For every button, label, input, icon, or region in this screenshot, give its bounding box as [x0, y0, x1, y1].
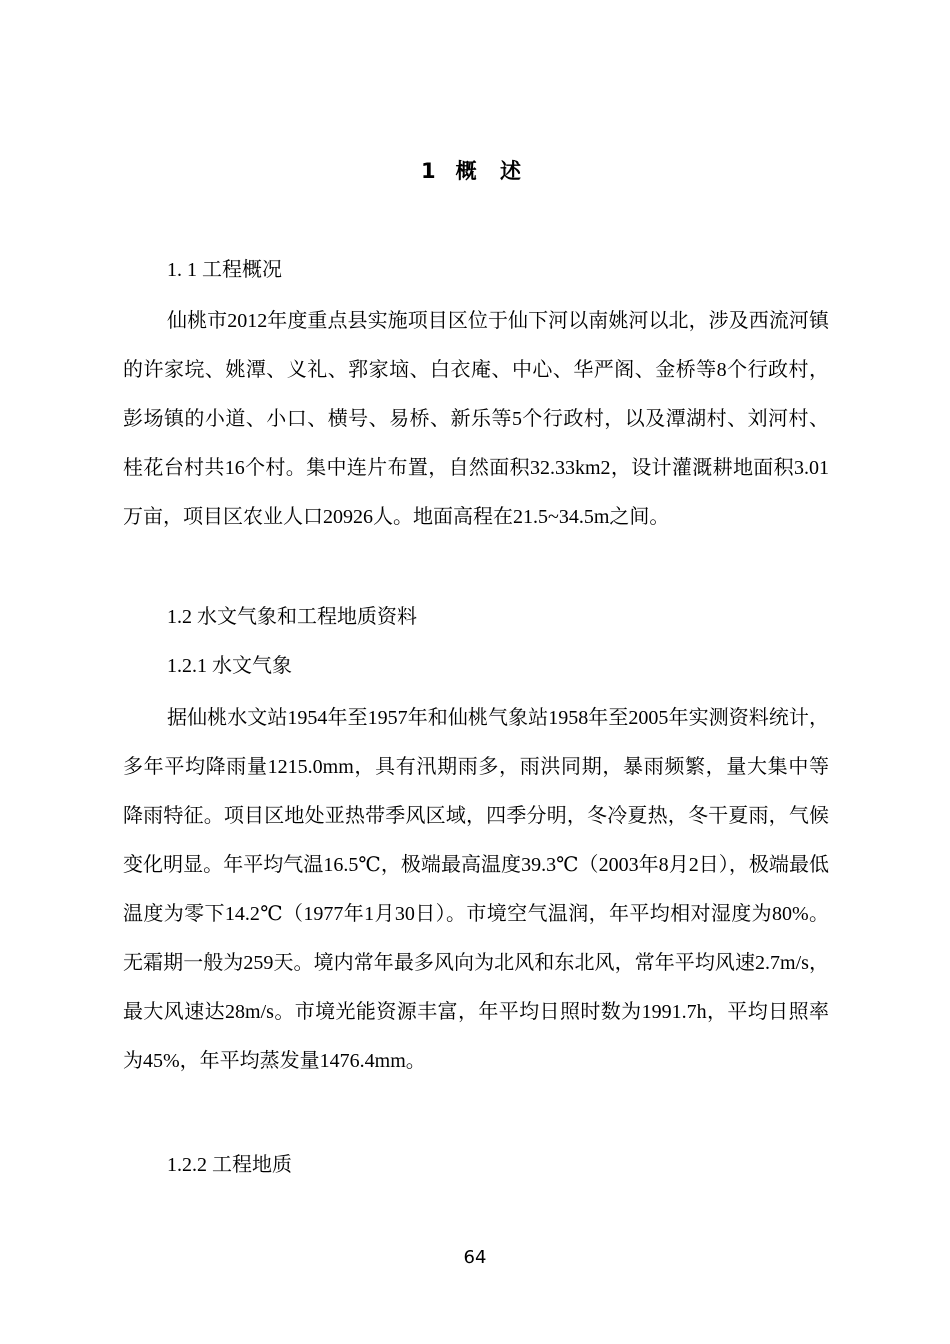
chapter-title: [0, 155, 950, 185]
section-heading-1-2: 1.2 水文气象和工程地质资料: [167, 606, 417, 628]
chapter-name: 概 述: [455, 159, 529, 183]
page-number: 64: [463, 1247, 487, 1268]
paragraph-project-overview: 仙桃市2012年度重点县实施项目区位于仙下河以南姚河以北，涉及西流河镇的许家垸、姚潭、义礼、郛家垴、白衣庵、中心、华严阁、金桥等8个行政村，彭场镇的小道、小口、横号、易桥、新乐等5个行政村，以及潭湖村、刘河村、桂花台村共16个村。集中连片布置，自然面积32.33km2，设计灌溉耕地面积3.01万亩，项目区农业人口20926人。地面高程在21.5~34.5m之间。: [123, 310, 829, 528]
section-heading-1-2-1: 1.2.1 水文气象: [167, 655, 292, 677]
paragraph-hydrology-meteorology: 据仙桃水文站1954年至1957年和仙桃气象站1958年至2005年实测资料统计，多年平均降雨量1215.0mm，具有汛期雨多，雨洪同期，暴雨频繁，量大集中等降雨特征。项目区地处亚热带季风区域，四季分明，冬冷夏热，冬干夏雨，气候变化明显。年平均气温16.5℃，极端最高温度39.3℃（2003年8月2日），极端最低温度为零下14.2℃（1977年1月30日）。市境空气温润，年平均相对湿度为80%。无霜期一般为259天。境内常年最多风向为北风和东北风，常年平均风速2.7m/s，最大风速达28m/s。市境光能资源丰富，年平均日照时数为1991.7h，平均日照率为45%，年平均蒸发量1476.4mm。: [123, 707, 829, 1072]
section-body-1-2-1: [123, 694, 829, 1086]
section-heading-1-1: 1. 1 工程概况: [167, 259, 282, 281]
chapter-number: 1: [421, 159, 438, 183]
section-body-1-1: [123, 297, 829, 542]
section-heading-1-2-2: 1.2.2 工程地质: [167, 1154, 292, 1176]
